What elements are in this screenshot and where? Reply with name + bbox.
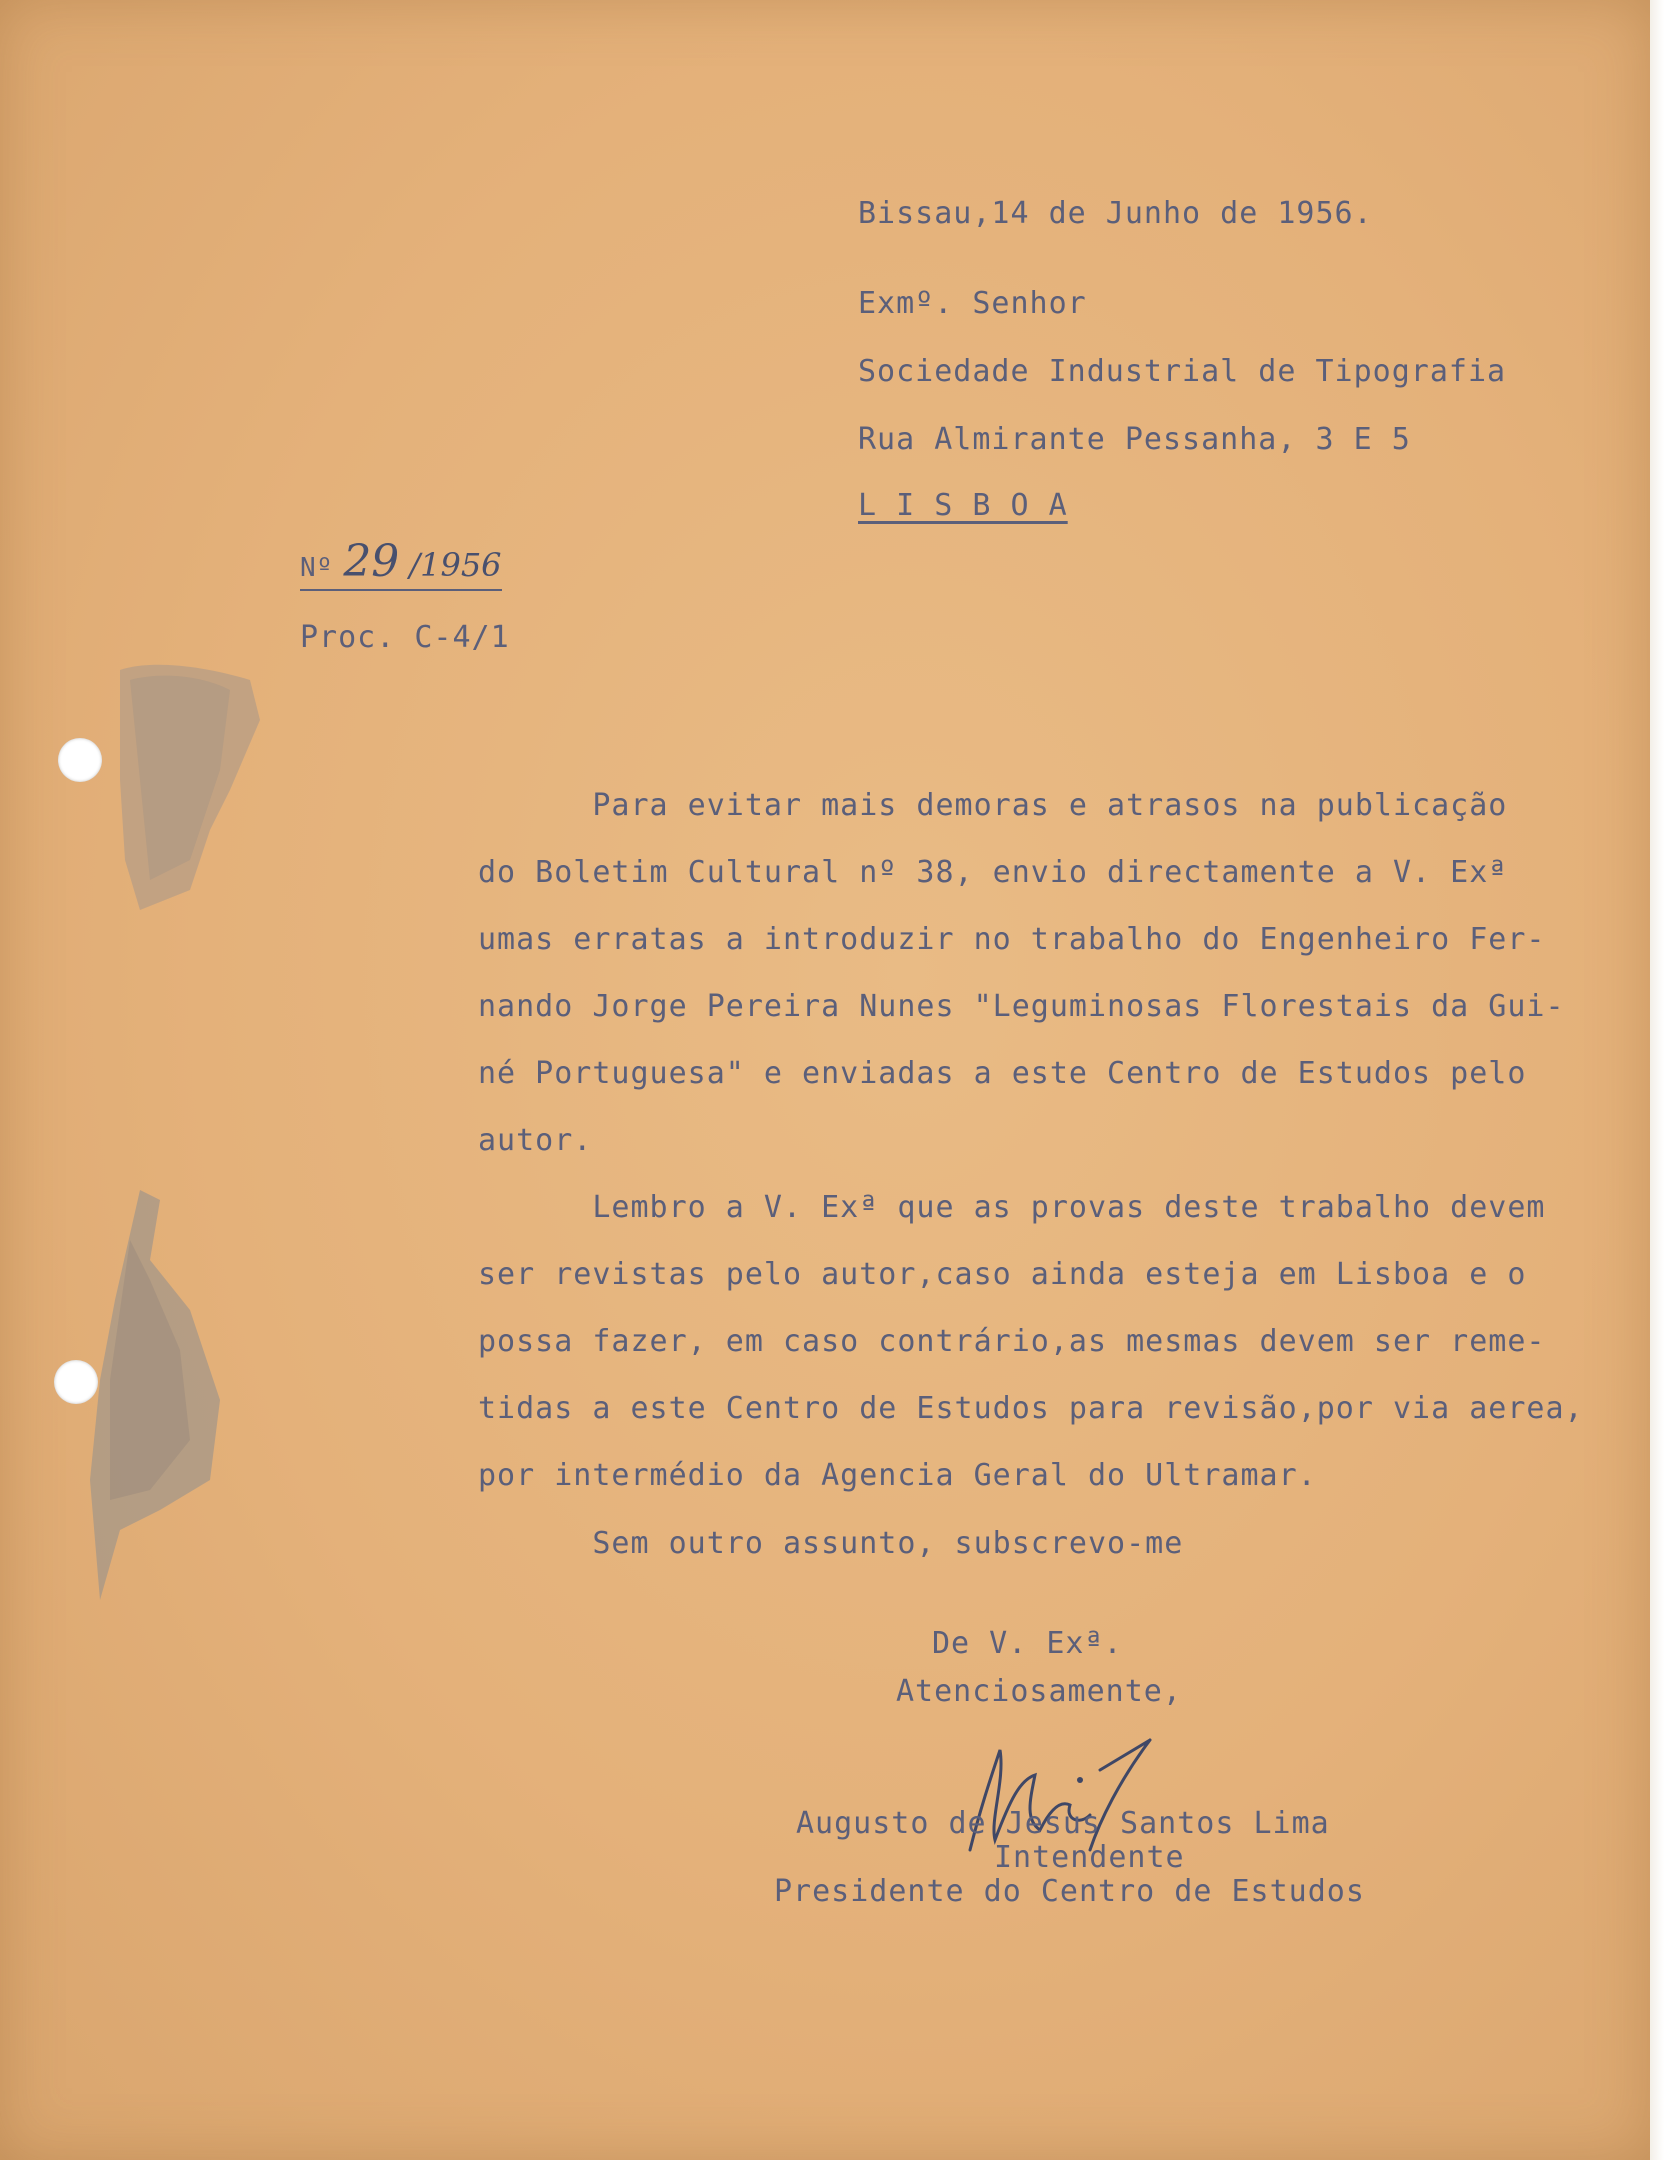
signer-title: Intendente	[994, 1840, 1185, 1875]
binder-hole-bottom	[54, 1360, 98, 1404]
paper-edge	[1650, 0, 1664, 2160]
body-line: Para evitar mais demoras e atrasos na publicação	[478, 788, 1508, 823]
body-line: por intermédio da Agencia Geral do Ultramar.	[478, 1458, 1317, 1493]
body-line: né Portuguesa" e enviadas a este Centro de Estudos pelo	[478, 1056, 1527, 1091]
closing-regards: Atenciosamente,	[896, 1674, 1182, 1709]
process-number: Proc. C-4/1	[300, 620, 510, 655]
reference-number	[300, 536, 502, 591]
ref-year: /1956	[409, 546, 502, 584]
signer-name: Augusto de Jesus Santos Lima	[796, 1806, 1330, 1841]
ref-number-prefix: Nº	[300, 553, 334, 583]
salutation: Exmº. Senhor	[858, 286, 1087, 321]
body-line: autor.	[478, 1123, 593, 1158]
body-line: Lembro a V. Exª que as provas deste trabalho devem	[478, 1190, 1546, 1225]
body-line: Sem outro assunto, subscrevo-me	[478, 1526, 1184, 1561]
body-line: nando Jorge Pereira Nunes "Leguminosas Florestais da Gui-	[478, 989, 1565, 1024]
closing-respect: De V. Exª.	[932, 1626, 1123, 1661]
torn-stain-bottom	[80, 1180, 240, 1620]
recipient-name: Sociedade Industrial de Tipografia	[858, 354, 1507, 389]
body-line: umas erratas a introduzir no trabalho do Engenheiro Fer-	[478, 922, 1546, 957]
signer-role: Presidente do Centro de Estudos	[774, 1874, 1365, 1909]
torn-stain-top	[110, 660, 270, 920]
body-line: possa fazer, em caso contrário,as mesmas devem ser reme-	[478, 1324, 1546, 1359]
body-line: do Boletim Cultural nº 38, envio directamente a V. Exª	[478, 855, 1508, 890]
recipient-address: Rua Almirante Pessanha, 3 E 5	[858, 422, 1411, 457]
letter-date: Bissau,14 de Junho de 1956.	[858, 196, 1373, 231]
ref-number-handwritten: 29	[343, 536, 400, 587]
binder-hole-top	[58, 738, 102, 782]
body-line: tidas a este Centro de Estudos para revisão,por via aerea,	[478, 1391, 1584, 1426]
recipient-city: L I S B O A	[858, 488, 1068, 523]
body-line: ser revistas pelo autor,caso ainda esteja em Lisboa e o	[478, 1257, 1527, 1292]
